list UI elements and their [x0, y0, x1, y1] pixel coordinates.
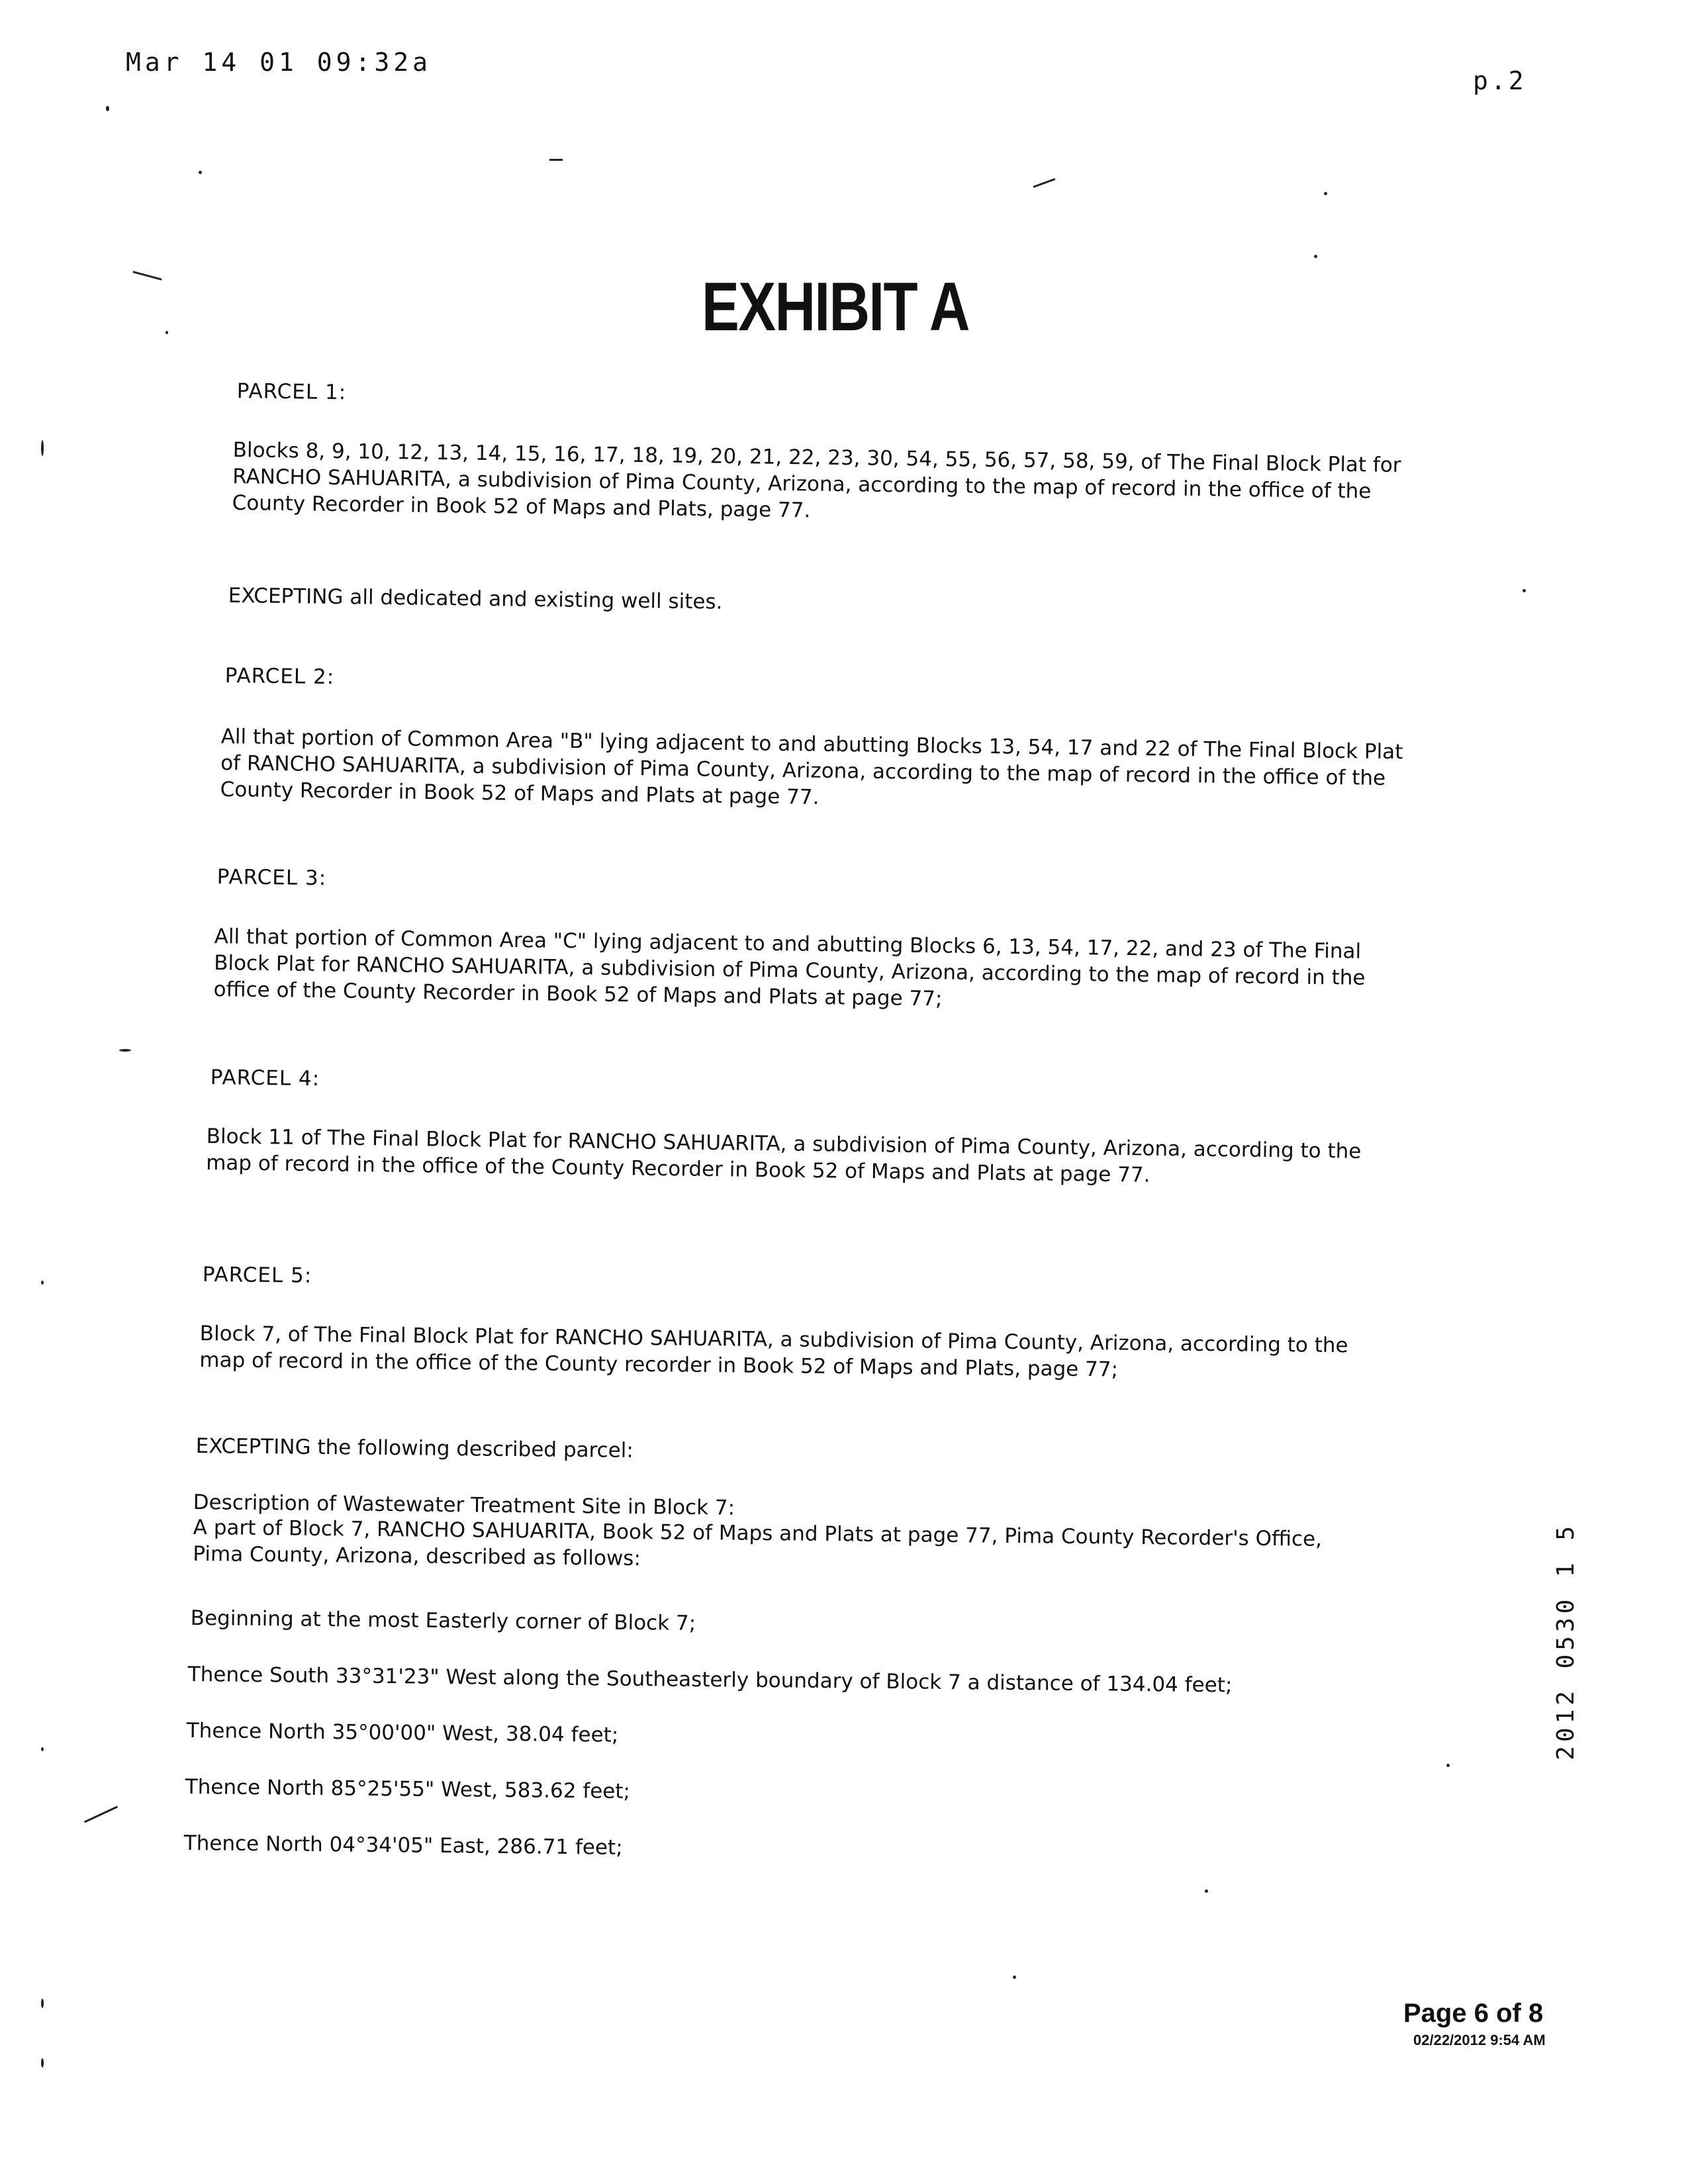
- scan-artifact: [1033, 178, 1056, 188]
- scan-artifact: [549, 159, 563, 161]
- parcel-1-text: Blocks 8, 9, 10, 12, 13, 14, 15, 16, 17, 18, 19, 20, 21, 22, 23, 30, 54, 55, 56, 57, 58, 59, of The Final Block Plat for RANCHO SAHUARITA, a subdivision of Pima County, Arizona, according to the map of record in the office of the County Recorder in Book 52 of Maps and Plats, page 77.: [232, 437, 1401, 523]
- scan-speck: [1523, 589, 1526, 592]
- course-line: Thence North 35°00'00" West, 38.04 feet;: [186, 1719, 619, 1747]
- scan-speck: [165, 331, 168, 334]
- parcel-5-description-title: Description of Wastewater Treatment Site in Block 7:: [193, 1490, 735, 1520]
- scan-speck: [41, 1747, 44, 1751]
- parcel-5-description-text: A part of Block 7, RANCHO SAHUARITA, Book 52 of Maps and Plats at page 77, Pima County Recorder's Office, Pima County, Arizona, described as follows:: [193, 1516, 1323, 1571]
- parcel-5-beginning: Beginning at the most Easterly corner of Block 7;: [190, 1606, 696, 1635]
- parcel-4-heading: PARCEL 4:: [210, 1066, 320, 1091]
- course-line: Thence North 85°25'55" West, 583.62 feet;: [185, 1775, 631, 1804]
- parcel-5-heading: PARCEL 5:: [202, 1263, 312, 1288]
- scan-speck: [199, 171, 202, 174]
- scan-speck: [106, 106, 109, 111]
- parcel-2-text: All that portion of Common Area "B" lying adjacent to and abutting Blocks 13, 54, 17 and 22 of The Final Block Plat of RANCHO SAHUARITA, a subdivision of Pima County, Arizona, according to the map of record in the office of the County Recorder in Book 52 of Maps and Plats at page 77.: [220, 724, 1403, 809]
- parcel-5-exception: EXCEPTING the following described parcel:: [195, 1434, 634, 1463]
- parcel-3-text: All that portion of Common Area "C" lying adjacent to and abutting Blocks 6, 13, 54, 17, 22, and 23 of The Final Block Plat for RANCHO SAHUARITA, a subdivision of Pima County, Arizona, according to the map of record in the office of the County Recorder in Book 52 of Maps and Plats at page 77;: [213, 924, 1366, 1011]
- parcel-4-text: Block 11 of The Final Block Plat for RANCHO SAHUARITA, a subdivision of Pima County, Arizona, according to the map of record in the office of the County Recorder in Book 52 of Maps and Plats at page 77.: [205, 1124, 1362, 1187]
- scan-speck: [1446, 1764, 1450, 1767]
- parcel-2-heading: PARCEL 2:: [224, 664, 335, 690]
- scan-speck: [1205, 1889, 1208, 1893]
- recording-stamp: 2012 0530 1 5: [1552, 1522, 1579, 1760]
- fax-page-number: p.2: [1473, 66, 1526, 95]
- footer-page-label: Page 6 of 8: [1403, 1999, 1544, 2028]
- parcel-1-exception: EXCEPTING all dedicated and existing well sites.: [228, 583, 723, 614]
- scan-speck: [119, 1049, 131, 1052]
- scan-speck: [41, 1281, 44, 1285]
- scan-speck: [1324, 192, 1327, 195]
- scan-speck: [1013, 1976, 1016, 1979]
- parcel-5-text: Block 7, of The Final Block Plat for RANCHO SAHUARITA, a subdivision of Pima County, Arizona, according to the map of record in the office of the County recorder in Book 52 of Maps and Plats, page 77;: [199, 1321, 1348, 1382]
- course-line: Thence South 33°31'23" West along the Southeasterly boundary of Block 7 a distance of 134.04 feet;: [187, 1662, 1233, 1698]
- page-title: EXHIBIT A: [702, 269, 969, 345]
- scan-speck: [41, 1999, 44, 2008]
- footer-timestamp: 02/22/2012 9:54 AM: [1413, 2032, 1546, 2048]
- parcel-3-heading: PARCEL 3:: [216, 865, 327, 891]
- scan-artifact: [84, 1806, 118, 1823]
- fax-header: Mar 14 01 09:32a: [126, 48, 432, 77]
- scan-speck: [1314, 255, 1317, 258]
- scan-speck: [41, 440, 44, 456]
- parcel-1-heading: PARCEL 1:: [236, 379, 347, 405]
- course-line: Thence North 04°34'05" East, 286.71 feet;: [183, 1831, 623, 1860]
- scan-artifact: [132, 271, 162, 281]
- scan-speck: [41, 2058, 44, 2068]
